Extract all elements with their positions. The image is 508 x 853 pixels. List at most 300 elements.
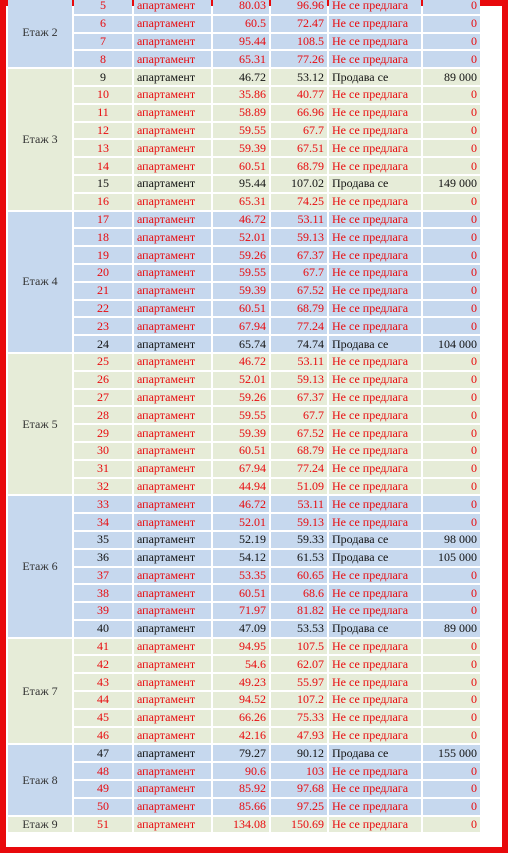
apartment-number-cell: 19 (74, 247, 132, 263)
apartment-number-cell: 16 (74, 194, 132, 210)
floor-label-cell: Етаж 6 (8, 496, 72, 636)
apartment-type-cell: апартамент (134, 407, 211, 423)
price-cell: 0 (423, 158, 480, 174)
total-area-cell: 68.79 (271, 443, 327, 459)
area-cell: 60.51 (213, 443, 269, 459)
area-cell: 85.66 (213, 799, 269, 815)
apartment-type-cell: апартамент (134, 105, 211, 121)
table-frame (6, 0, 502, 847)
area-cell: 49.23 (213, 674, 269, 690)
price-cell: 0 (423, 425, 480, 441)
apartment-number-cell: 34 (74, 514, 132, 530)
total-area-cell: 68.79 (271, 158, 327, 174)
area-cell: 59.55 (213, 123, 269, 139)
table-row (8, 51, 480, 67)
status-cell: Продава се (329, 745, 421, 761)
table-row (8, 247, 480, 263)
price-cell: 0 (423, 496, 480, 512)
floor-label-cell: Етаж 4 (8, 212, 72, 352)
price-cell: 0 (423, 318, 480, 334)
apartment-type-cell: апартамент (134, 265, 211, 281)
apartment-type-cell: апартамент (134, 603, 211, 619)
table-row (8, 140, 480, 156)
table-row (8, 532, 480, 548)
floor-label-cell: Етаж 9 (8, 817, 72, 833)
area-cell: 95.44 (213, 176, 269, 192)
apartment-type-cell: апартамент (134, 212, 211, 228)
apartment-type-cell: апартамент (134, 372, 211, 388)
area-cell: 71.97 (213, 603, 269, 619)
status-cell: Не се предлага (329, 603, 421, 619)
apartment-type-cell: апартамент (134, 247, 211, 263)
price-cell: 0 (423, 283, 480, 299)
total-area-cell: 107.2 (271, 692, 327, 708)
apartment-type-cell: апартамент (134, 176, 211, 192)
apartment-type-cell: апартамент (134, 425, 211, 441)
status-cell: Не се предлага (329, 247, 421, 263)
status-cell: Не се предлага (329, 568, 421, 584)
status-cell: Не се предлага (329, 301, 421, 317)
status-cell: Не се предлага (329, 425, 421, 441)
table-row (8, 229, 480, 245)
apartment-number-cell: 42 (74, 656, 132, 672)
apartment-number-cell: 50 (74, 799, 132, 815)
apartment-type-cell: апартамент (134, 87, 211, 103)
status-cell: Продава се (329, 532, 421, 548)
apartment-number-cell: 48 (74, 763, 132, 779)
price-cell: 0 (423, 479, 480, 495)
area-cell: 60.51 (213, 585, 269, 601)
status-cell: Не се предлага (329, 674, 421, 690)
price-cell: 0 (423, 301, 480, 317)
apartment-number-cell: 49 (74, 781, 132, 797)
status-cell: Не се предлага (329, 194, 421, 210)
apartment-type-cell: апартамент (134, 532, 211, 548)
status-cell: Не се предлага (329, 390, 421, 406)
status-cell: Продава се (329, 176, 421, 192)
status-cell: Не се предлага (329, 229, 421, 245)
price-cell: 149 000 (423, 176, 480, 192)
total-area-cell: 77.24 (271, 318, 327, 334)
area-cell: 46.72 (213, 354, 269, 370)
total-area-cell: 77.26 (271, 51, 327, 67)
price-cell: 0 (423, 728, 480, 744)
table-row (8, 763, 480, 779)
apartment-number-cell: 43 (74, 674, 132, 690)
table-row (8, 265, 480, 281)
price-cell: 0 (423, 603, 480, 619)
status-cell: Не се предлага (329, 443, 421, 459)
area-cell: 60.5 (213, 16, 269, 32)
apartment-number-cell: 9 (74, 69, 132, 85)
price-cell: 155 000 (423, 745, 480, 761)
status-cell: Продава се (329, 336, 421, 352)
apartment-number-cell: 21 (74, 283, 132, 299)
price-cell: 104 000 (423, 336, 480, 352)
apartment-number-cell: 33 (74, 496, 132, 512)
table-row (8, 176, 480, 192)
apartment-number-cell: 22 (74, 301, 132, 317)
status-cell: Не се предлага (329, 585, 421, 601)
table-row (8, 745, 480, 761)
table-row (8, 621, 480, 637)
total-area-cell: 53.11 (271, 354, 327, 370)
table-row (8, 212, 480, 228)
total-area-cell: 97.25 (271, 799, 327, 815)
area-cell: 53.35 (213, 568, 269, 584)
total-area-cell: 67.7 (271, 265, 327, 281)
status-cell: Не се предлага (329, 692, 421, 708)
status-cell: Не се предлага (329, 158, 421, 174)
total-area-cell: 107.5 (271, 639, 327, 655)
apartments-table (6, 0, 482, 834)
apartment-number-cell: 41 (74, 639, 132, 655)
price-cell: 0 (423, 0, 480, 14)
price-cell: 0 (423, 194, 480, 210)
status-cell: Не се предлага (329, 799, 421, 815)
status-cell: Не се предлага (329, 34, 421, 50)
apartment-type-cell: апартамент (134, 728, 211, 744)
area-cell: 52.01 (213, 372, 269, 388)
price-cell: 0 (423, 781, 480, 797)
apartment-type-cell: апартамент (134, 817, 211, 833)
table-row (8, 69, 480, 85)
apartment-number-cell: 7 (74, 34, 132, 50)
price-cell: 0 (423, 674, 480, 690)
table-row (8, 585, 480, 601)
apartment-number-cell: 26 (74, 372, 132, 388)
price-cell: 0 (423, 16, 480, 32)
area-cell: 42.16 (213, 728, 269, 744)
price-cell: 0 (423, 407, 480, 423)
total-area-cell: 67.7 (271, 407, 327, 423)
area-cell: 52.19 (213, 532, 269, 548)
total-area-cell: 62.07 (271, 656, 327, 672)
apartment-type-cell: апартамент (134, 656, 211, 672)
apartment-type-cell: апартамент (134, 674, 211, 690)
apartment-type-cell: апартамент (134, 781, 211, 797)
apartment-type-cell: апартамент (134, 194, 211, 210)
table-row (8, 16, 480, 32)
total-area-cell: 150.69 (271, 817, 327, 833)
table-row (8, 568, 480, 584)
area-cell: 44.94 (213, 479, 269, 495)
total-area-cell: 75.33 (271, 710, 327, 726)
apartment-number-cell: 13 (74, 140, 132, 156)
total-area-cell: 67.7 (271, 123, 327, 139)
table-row (8, 336, 480, 352)
area-cell: 80.03 (213, 0, 269, 14)
price-cell: 0 (423, 212, 480, 228)
table-row (8, 123, 480, 139)
table-row (8, 603, 480, 619)
price-cell: 0 (423, 514, 480, 530)
apartment-type-cell: апартамент (134, 710, 211, 726)
price-cell: 0 (423, 443, 480, 459)
price-cell: 0 (423, 87, 480, 103)
price-cell: 0 (423, 799, 480, 815)
table-row (8, 479, 480, 495)
price-cell: 0 (423, 568, 480, 584)
status-cell: Не се предлага (329, 710, 421, 726)
area-cell: 85.92 (213, 781, 269, 797)
total-area-cell: 61.53 (271, 550, 327, 566)
apartment-type-cell: апартамент (134, 140, 211, 156)
status-cell: Продава се (329, 69, 421, 85)
apartment-number-cell: 17 (74, 212, 132, 228)
status-cell: Не се предлага (329, 87, 421, 103)
total-area-cell: 59.13 (271, 514, 327, 530)
total-area-cell: 59.13 (271, 372, 327, 388)
status-cell: Не се предлага (329, 16, 421, 32)
apartment-number-cell: 11 (74, 105, 132, 121)
apartment-type-cell: апартамент (134, 692, 211, 708)
apartment-number-cell: 12 (74, 123, 132, 139)
apartment-number-cell: 44 (74, 692, 132, 708)
apartment-number-cell: 6 (74, 16, 132, 32)
apartment-number-cell: 23 (74, 318, 132, 334)
table-row (8, 87, 480, 103)
table-row (8, 0, 480, 14)
price-cell: 0 (423, 817, 480, 833)
apartment-number-cell: 18 (74, 229, 132, 245)
status-cell: Не се предлага (329, 656, 421, 672)
price-cell: 0 (423, 763, 480, 779)
table-row (8, 496, 480, 512)
table-row (8, 656, 480, 672)
price-cell: 0 (423, 140, 480, 156)
apartment-type-cell: апартамент (134, 283, 211, 299)
area-cell: 52.01 (213, 229, 269, 245)
area-cell: 134.08 (213, 817, 269, 833)
table-row (8, 407, 480, 423)
total-area-cell: 97.68 (271, 781, 327, 797)
price-cell: 89 000 (423, 621, 480, 637)
table-row (8, 354, 480, 370)
total-area-cell: 68.6 (271, 585, 327, 601)
apartment-number-cell: 27 (74, 390, 132, 406)
apartment-type-cell: апартамент (134, 585, 211, 601)
price-cell: 0 (423, 390, 480, 406)
status-cell: Не се предлага (329, 461, 421, 477)
area-cell: 67.94 (213, 461, 269, 477)
apartment-type-cell: апартамент (134, 354, 211, 370)
table-row (8, 710, 480, 726)
area-cell: 65.74 (213, 336, 269, 352)
table-row (8, 194, 480, 210)
status-cell: Не се предлага (329, 212, 421, 228)
status-cell: Не се предлага (329, 372, 421, 388)
table-row (8, 425, 480, 441)
price-cell: 0 (423, 461, 480, 477)
total-area-cell: 66.96 (271, 105, 327, 121)
apartment-number-cell: 51 (74, 817, 132, 833)
status-cell: Не се предлага (329, 407, 421, 423)
floor-label-cell: Етаж 2 (8, 0, 72, 67)
apartment-type-cell: апартамент (134, 336, 211, 352)
area-cell: 90.6 (213, 763, 269, 779)
total-area-cell: 59.13 (271, 229, 327, 245)
apartment-type-cell: апартамент (134, 621, 211, 637)
area-cell: 54.12 (213, 550, 269, 566)
status-cell: Не се предлага (329, 479, 421, 495)
area-cell: 59.39 (213, 425, 269, 441)
price-cell: 0 (423, 105, 480, 121)
area-cell: 59.39 (213, 283, 269, 299)
total-area-cell: 67.52 (271, 283, 327, 299)
status-cell: Не се предлага (329, 283, 421, 299)
table-row (8, 799, 480, 815)
apartment-number-cell: 14 (74, 158, 132, 174)
price-cell: 0 (423, 265, 480, 281)
apartment-number-cell: 31 (74, 461, 132, 477)
apartment-type-cell: апартамент (134, 318, 211, 334)
area-cell: 59.26 (213, 247, 269, 263)
apartment-type-cell: апартамент (134, 496, 211, 512)
area-cell: 66.26 (213, 710, 269, 726)
table-row (8, 283, 480, 299)
area-cell: 47.09 (213, 621, 269, 637)
apartment-type-cell: апартамент (134, 0, 211, 14)
status-cell: Не се предлага (329, 123, 421, 139)
total-area-cell: 81.82 (271, 603, 327, 619)
price-cell: 0 (423, 51, 480, 67)
total-area-cell: 74.25 (271, 194, 327, 210)
area-cell: 60.51 (213, 301, 269, 317)
status-cell: Не се предлага (329, 265, 421, 281)
apartment-number-cell: 38 (74, 585, 132, 601)
total-area-cell: 90.12 (271, 745, 327, 761)
apartment-number-cell: 20 (74, 265, 132, 281)
apartment-number-cell: 37 (74, 568, 132, 584)
total-area-cell: 40.77 (271, 87, 327, 103)
table-row (8, 639, 480, 655)
price-cell: 98 000 (423, 532, 480, 548)
total-area-cell: 67.51 (271, 140, 327, 156)
total-area-cell: 67.37 (271, 390, 327, 406)
area-cell: 95.44 (213, 34, 269, 50)
table-row (8, 817, 480, 833)
apartment-number-cell: 5 (74, 0, 132, 14)
apartment-number-cell: 24 (74, 336, 132, 352)
total-area-cell: 51.09 (271, 479, 327, 495)
apartment-number-cell: 39 (74, 603, 132, 619)
apartment-type-cell: апартамент (134, 550, 211, 566)
table-row (8, 674, 480, 690)
area-cell: 59.39 (213, 140, 269, 156)
apartment-number-cell: 46 (74, 728, 132, 744)
apartment-type-cell: апартамент (134, 763, 211, 779)
floor-label-cell: Етаж 5 (8, 354, 72, 494)
apartment-type-cell: апартамент (134, 51, 211, 67)
status-cell: Не се предлага (329, 354, 421, 370)
status-cell: Не се предлага (329, 51, 421, 67)
apartment-type-cell: апартамент (134, 34, 211, 50)
area-cell: 94.95 (213, 639, 269, 655)
area-cell: 46.72 (213, 212, 269, 228)
apartment-number-cell: 36 (74, 550, 132, 566)
price-cell: 0 (423, 247, 480, 263)
apartment-number-cell: 30 (74, 443, 132, 459)
total-area-cell: 103 (271, 763, 327, 779)
apartment-number-cell: 25 (74, 354, 132, 370)
table-row (8, 158, 480, 174)
area-cell: 67.94 (213, 318, 269, 334)
price-cell: 0 (423, 372, 480, 388)
price-cell: 105 000 (423, 550, 480, 566)
apartment-type-cell: апартамент (134, 745, 211, 761)
total-area-cell: 77.24 (271, 461, 327, 477)
table-row (8, 34, 480, 50)
apartment-type-cell: апартамент (134, 443, 211, 459)
price-cell: 0 (423, 34, 480, 50)
status-cell: Не се предлага (329, 781, 421, 797)
status-cell: Не се предлага (329, 514, 421, 530)
area-cell: 79.27 (213, 745, 269, 761)
apartment-number-cell: 29 (74, 425, 132, 441)
apartment-number-cell: 45 (74, 710, 132, 726)
table-row (8, 443, 480, 459)
status-cell: Не се предлага (329, 728, 421, 744)
area-cell: 58.89 (213, 105, 269, 121)
status-cell: Не се предлага (329, 639, 421, 655)
area-cell: 59.55 (213, 407, 269, 423)
status-cell: Не се предлага (329, 140, 421, 156)
table-row (8, 514, 480, 530)
total-area-cell: 107.02 (271, 176, 327, 192)
apartment-number-cell: 35 (74, 532, 132, 548)
total-area-cell: 108.5 (271, 34, 327, 50)
table-row (8, 390, 480, 406)
status-cell: Не се предлага (329, 496, 421, 512)
apartment-type-cell: апартамент (134, 390, 211, 406)
total-area-cell: 53.11 (271, 496, 327, 512)
total-area-cell: 53.11 (271, 212, 327, 228)
apartment-type-cell: апартамент (134, 123, 211, 139)
status-cell: Продава се (329, 621, 421, 637)
total-area-cell: 47.93 (271, 728, 327, 744)
apartment-type-cell: апартамент (134, 461, 211, 477)
apartment-number-cell: 8 (74, 51, 132, 67)
status-cell: Не се предлага (329, 105, 421, 121)
total-area-cell: 67.37 (271, 247, 327, 263)
status-cell: Не се предлага (329, 318, 421, 334)
table-row (8, 105, 480, 121)
total-area-cell: 74.74 (271, 336, 327, 352)
table-row (8, 781, 480, 797)
price-cell: 0 (423, 692, 480, 708)
status-cell: Не се предлага (329, 763, 421, 779)
price-cell: 89 000 (423, 69, 480, 85)
price-cell: 0 (423, 123, 480, 139)
apartment-type-cell: апартамент (134, 158, 211, 174)
table-row (8, 318, 480, 334)
apartment-type-cell: апартамент (134, 568, 211, 584)
price-cell: 0 (423, 585, 480, 601)
table-row (8, 692, 480, 708)
total-area-cell: 53.12 (271, 69, 327, 85)
apartment-number-cell: 10 (74, 87, 132, 103)
table-row (8, 728, 480, 744)
apartment-number-cell: 32 (74, 479, 132, 495)
total-area-cell: 55.97 (271, 674, 327, 690)
total-area-cell: 59.33 (271, 532, 327, 548)
price-cell: 0 (423, 354, 480, 370)
total-area-cell: 60.65 (271, 568, 327, 584)
floor-label-cell: Етаж 7 (8, 639, 72, 744)
apartment-type-cell: апартамент (134, 301, 211, 317)
area-cell: 46.72 (213, 69, 269, 85)
